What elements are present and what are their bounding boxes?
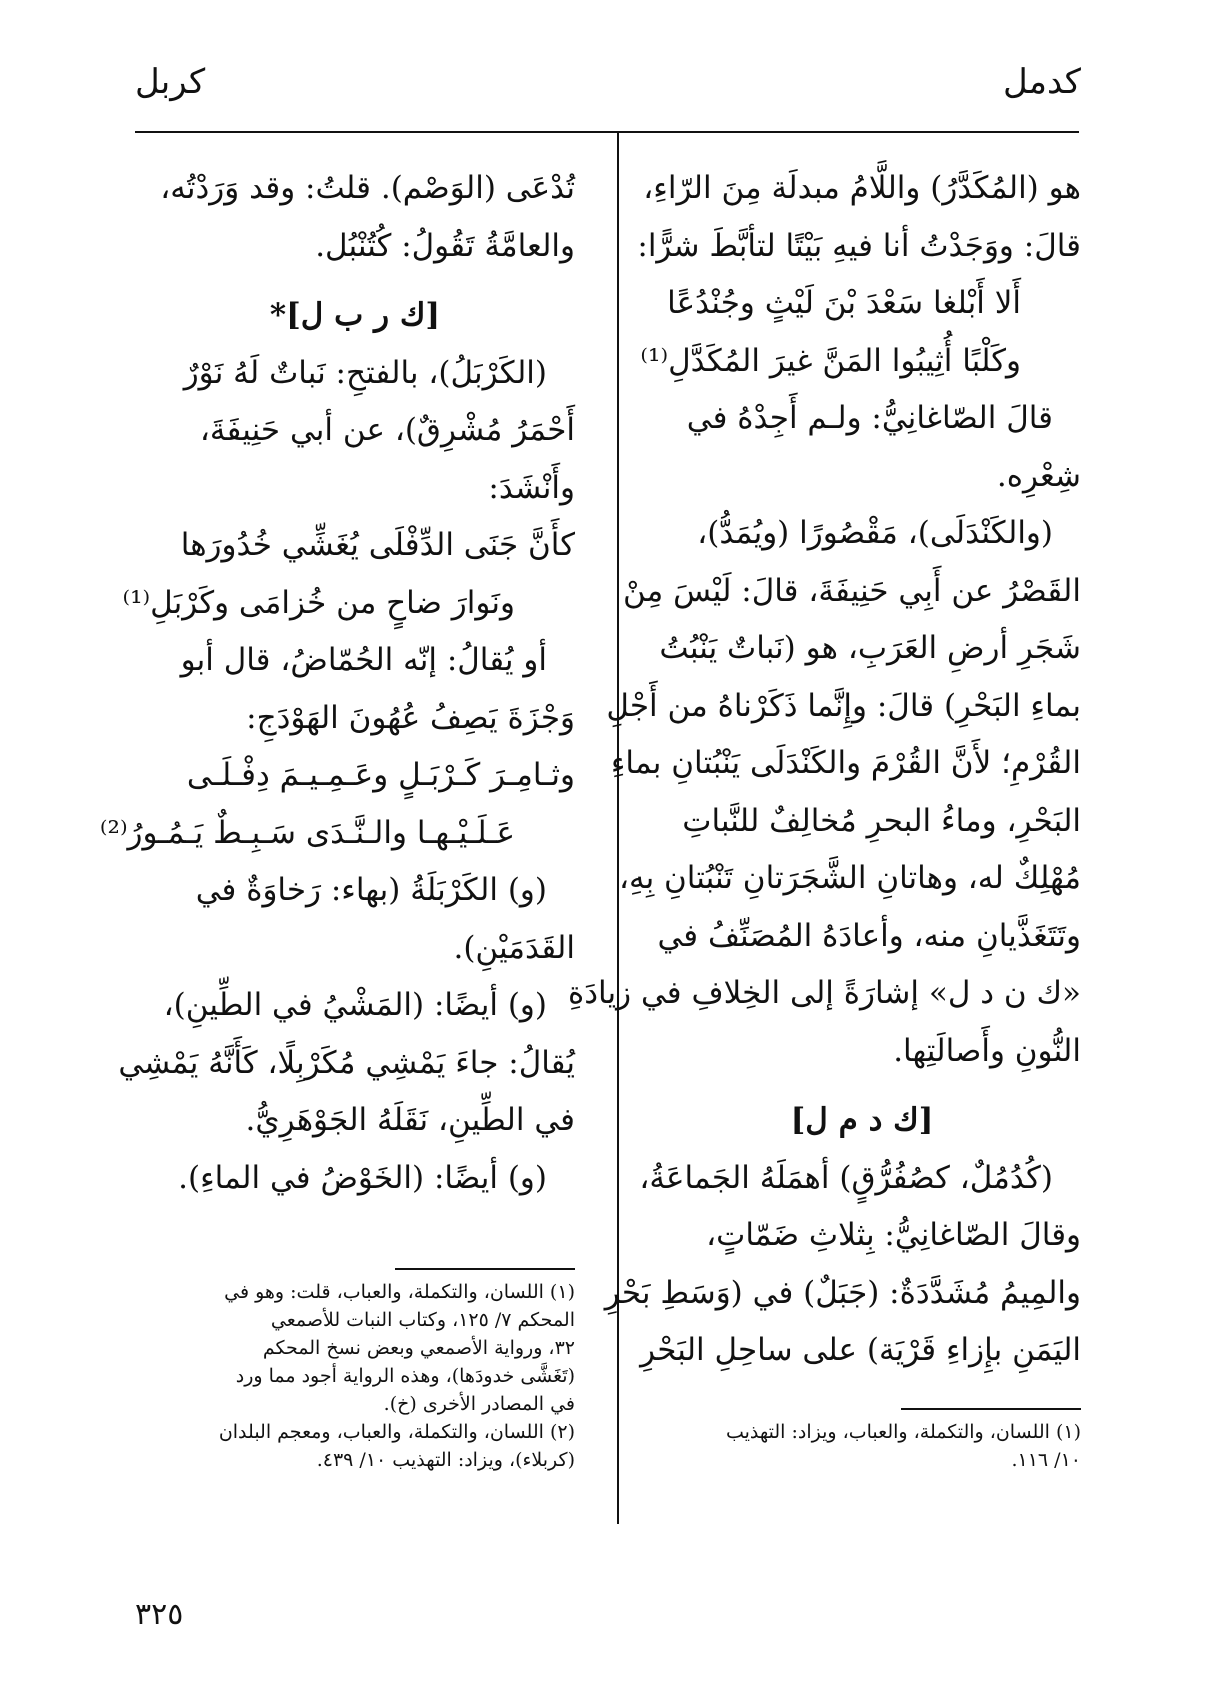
- verse-line: كأَنَّ جَنَى الدِّفْلَى يُغَشِّي خُدُورَها: [180, 527, 575, 563]
- page-number: ٣٢٥: [135, 1597, 184, 1632]
- footnote-line: (تَغَشَّى خدودَها)، وهذه الرواية أجود مما ورد: [235, 1365, 575, 1387]
- text-line: مُهْلِكٌ له، وهاتانِ الشَّجَرَتانِ تَنْبُتانِ بِهِ،: [618, 860, 1081, 896]
- text-line: وَجْزَةَ يَصِفُ عُهُونَ الهَوْدَجِ:: [246, 699, 575, 736]
- running-head-right: كدمل: [1003, 62, 1081, 102]
- footnotes-right: [643, 1418, 1081, 1474]
- text-line: شَجَرِ أرضِ العَرَبِ، هو (نَباتٌ يَنْبُتُ: [659, 630, 1081, 666]
- footnote-line: (١) اللسان، والتكملة، والعباب، قلت: وهو في: [224, 1281, 575, 1303]
- text-line: (كُدُمُلٌ، كصُفُرُّقٍ) أهمَلَهُ الجَماعَةُ،: [639, 1159, 1053, 1196]
- text-line: يُقالُ: جاءَ يَمْشِي مُكَرْبِلًا، كَأَنَّهُ يَمْشِي: [118, 1044, 575, 1081]
- text-line: القَصْرُ عن أَبِي حَنِيفَةَ، قالَ: لَيْسَ مِنْ: [623, 572, 1081, 609]
- text-line: «ك ن د ل» إشارَةً إلى الخِلافِ في زيادَةِ: [568, 975, 1081, 1011]
- text-line: (و) أيضًا: (المَشْيُ في الطِّينِ)،: [163, 987, 547, 1023]
- text-line: وتَتَغَذَّيانِ منه، وأعادَهُ المُصَنِّفُ في: [657, 917, 1081, 954]
- text-line: بماءِ البَحْرِ) قالَ: وإِنَّما ذَكَرْناهُ من أَجْلِ: [606, 687, 1081, 724]
- footnote-line: (١) اللسان، والتكملة، والعباب، ويزاد: التهذيب: [725, 1421, 1081, 1443]
- text-line: القُرْمِ؛ لأَنَّ القُرْمَ والكَنْدَلَى يَنْبُتانِ بماءِ: [610, 745, 1081, 781]
- footnote-line: ٣٢، ورواية الأصمعي وبعض نسخ المحكم: [262, 1337, 575, 1359]
- text-line: وقالَ الصّاغانِيُّ: بِثلاثِ ضَمّاتٍ،: [706, 1217, 1081, 1253]
- footnote-line: في المصادر الأخرى (خ).: [383, 1393, 575, 1415]
- text-line: هو (المُكَدَّرُ) واللَّامُ مبدلَة مِنَ الرّاءِ،: [643, 170, 1081, 206]
- verse-line: ونَوارَ ضاحٍ من خُزامَى وكَرْبَلِ⁽¹⁾: [122, 584, 515, 621]
- footnotes-left: [135, 1278, 575, 1474]
- text-line: (والكَنْدَلَى)، مَقْصُورًا (ويُمَدُّ)،: [697, 515, 1053, 551]
- text-line: القَدَمَيْنِ).: [453, 929, 575, 966]
- footnote-line: (كربلاء)، ويزاد: التهذيب ١٠/ ٤٣٩.: [316, 1449, 575, 1471]
- text-line: اليَمَنِ بإِزاءِ قَرْيَة) على ساحِلِ البَحْرِ: [640, 1332, 1081, 1368]
- footnote-rule-left: [395, 1268, 575, 1270]
- text-line: والعامَّةُ تَقُولُ: كُتُنْبُل.: [315, 227, 575, 264]
- text-line: (و) أيضًا: (الخَوْضُ في الماءِ).: [178, 1159, 547, 1196]
- text-line: في الطِّينِ، نَقَلَهُ الجَوْهَرِيُّ.: [245, 1102, 575, 1138]
- right-column: [568, 160, 1081, 1380]
- footnote-line: المحكم ٧/ ١٢٥، وكتاب النبات للأصمعي: [270, 1309, 575, 1331]
- verse-line: أَلا أَبْلغا سَعْدَ بْنَ لَيْثٍ وجُنْدُعًا: [667, 285, 1021, 321]
- text-line: (الكَرْبَلُ)، بالفتحِ: نَباتٌ لَهُ نَوْرٌ: [183, 354, 547, 391]
- header-rule: [135, 131, 1079, 133]
- text-line: أَحْمَرُ مُشْرِقٌ)، عن أبي حَنِيفَةَ،: [199, 412, 575, 448]
- text-line: وأَنْشَدَ:: [488, 469, 575, 506]
- text-line: والمِيمُ مُشَدَّدَةٌ: (جَبَلٌ) في (وَسَطِ بَحْرِ: [604, 1274, 1081, 1311]
- verse-line: عَـلَـيْـهـا والـنَّـدَى سَـبِـطٌ يَـمُـورُ⁽²⁾: [99, 814, 515, 851]
- verse-line: وكَلْبًا أُثِيبُوا المَنَّ غيرَ المُكَدَّلِ⁽¹⁾: [640, 342, 1021, 379]
- left-column: [99, 160, 575, 1207]
- text-line: (و) الكَرْبَلَةُ (بهاء: رَخاوَةٌ في: [195, 872, 547, 908]
- text-line: أو يُقالُ: إنّه الحُمّاضُ، قال أبو: [180, 642, 547, 678]
- text-line: قالَ الصّاغانِيُّ: ولـم أَجِدْهُ في: [686, 400, 1053, 436]
- footnote-line: (٢) اللسان، والتكملة، والعباب، ومعجم البلدان: [218, 1421, 575, 1443]
- text-line: قالَ: ووَجَدْتُ أنا فيهِ بَيْتًا لتأبَّطَ شرًّا:: [637, 227, 1081, 264]
- entry-heading: [ك ر ب ل]*: [269, 297, 441, 333]
- text-line: البَحْرِ، وماءُ البحرِ مُخالِفٌ للنَّباتِ: [682, 802, 1081, 839]
- entry-heading: [ك د م ل]: [790, 1102, 934, 1138]
- text-line: تُدْعَى (الوَصْم). قلتُ: وقد وَرَدْتُه،: [160, 170, 575, 206]
- text-line: النُّونِ وأَصالَتِها.: [893, 1032, 1081, 1069]
- verse-line: وثـامِـرَ كَـرْبَـلٍ وعَـمِـيـمَ دِفْـلَـى: [186, 757, 575, 793]
- running-head-left: كربل: [135, 62, 206, 102]
- footnote-line: ١٠/ ١١٦.: [1011, 1449, 1081, 1471]
- footnote-rule-right: [901, 1408, 1081, 1410]
- text-line: شِعْرِه.: [996, 457, 1081, 494]
